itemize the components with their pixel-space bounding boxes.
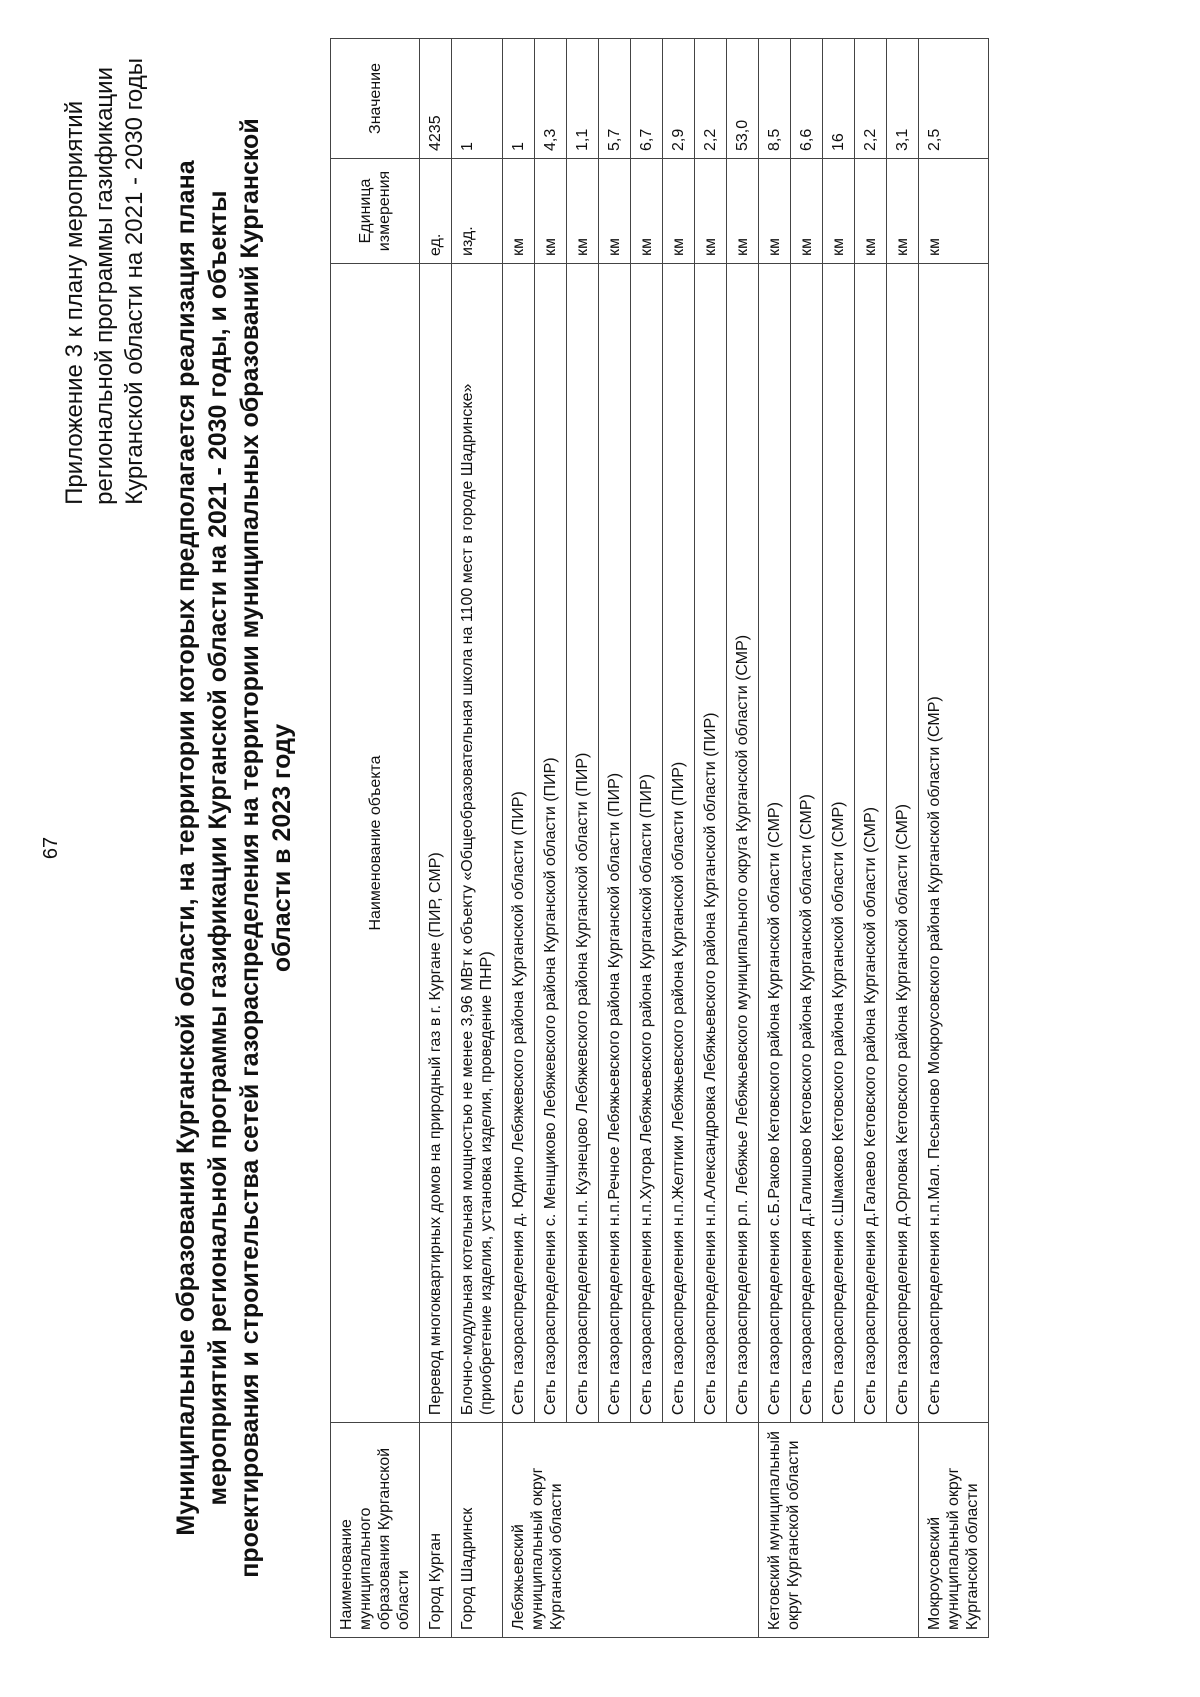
cell-value: 1 [503, 39, 535, 159]
cell-object: Сеть газораспределения н.п. Кузнецово Лебяжевского района Курганской области (ПИР) [567, 263, 599, 1422]
header-unit: Единица измерения [331, 158, 420, 263]
cell-object: Сеть газораспределения р.п. Лебяжье Лебяжьевского муниципального округа Курганской области (СМР) [727, 263, 759, 1422]
header-value: Значение [331, 39, 420, 159]
table-header-row [331, 39, 420, 1638]
cell-municipality: Город Курган [420, 1423, 452, 1638]
cell-object: Сеть газораспределения д.Орловка Кетовского района Курганской области (СМР) [887, 263, 919, 1422]
cell-unit: км [791, 158, 823, 263]
cell-object: Сеть газораспределения н.п.Александровка Лебяжьевского района Курганской области (ПИР) [695, 263, 727, 1422]
table-row [567, 39, 599, 1638]
cell-unit: км [855, 158, 887, 263]
cell-value: 4,3 [535, 39, 567, 159]
cell-unit: км [535, 158, 567, 263]
cell-municipality: Мокроусовский муниципальный округ Курганской области [919, 1423, 989, 1638]
table-row [599, 39, 631, 1638]
cell-unit: ед. [420, 158, 452, 263]
table-row [663, 39, 695, 1638]
page-number: 67 [40, 836, 62, 860]
table-row [535, 39, 567, 1638]
appendix-line: Курганской области на 2021 - 2030 годы [121, 58, 148, 505]
cell-unit: км [887, 158, 919, 263]
cell-unit: изд. [452, 158, 503, 263]
title-line: проектирования и строительства сетей газораспределения на территории муниципальных образований Курганской [236, 118, 264, 1578]
cell-value: 2,5 [919, 39, 989, 159]
cell-value: 6,6 [791, 39, 823, 159]
cell-unit: км [631, 158, 663, 263]
cell-value: 2,2 [855, 39, 887, 159]
cell-municipality: Лебяжьевский муниципальный округ Курганской области [503, 1423, 759, 1638]
cell-unit: км [695, 158, 727, 263]
cell-value: 16 [823, 39, 855, 159]
cell-object: Сеть газораспределения н.п.Речное Лебяжьевского района Курганской области (ПИР) [599, 263, 631, 1422]
table-row [503, 39, 535, 1638]
cell-object: Сеть газораспределения д.Галишово Кетовского района Курганской области (СМР) [791, 263, 823, 1422]
header-municipality: Наименование муниципального образования Курганской области [331, 1423, 420, 1638]
table-row [791, 39, 823, 1638]
table-row [452, 39, 503, 1638]
table-row [695, 39, 727, 1638]
table-row [631, 39, 663, 1638]
table-row [887, 39, 919, 1638]
cell-municipality: Город Шадринск [452, 1423, 503, 1638]
cell-value: 1,1 [567, 39, 599, 159]
cell-value: 3,1 [887, 39, 919, 159]
cell-municipality: Кетовский муниципальный округ Курганской области [759, 1423, 919, 1638]
table-row [759, 39, 791, 1638]
cell-value: 2,9 [663, 39, 695, 159]
cell-value: 2,2 [695, 39, 727, 159]
appendix-note [60, 58, 150, 505]
title-line: области в 2023 году [268, 723, 296, 973]
cell-unit: км [759, 158, 791, 263]
document-title [170, 28, 298, 1668]
cell-object: Сеть газораспределения н.п.Желтики Лебяжьевского района Курганской области (ПИР) [663, 263, 695, 1422]
cell-value: 1 [452, 39, 503, 159]
table-row [855, 39, 887, 1638]
cell-object: Сеть газораспределения д.Галаево Кетовского района Курганской области (СМР) [855, 263, 887, 1422]
cell-object: Сеть газораспределения с.Б.Раково Кетовского района Курганской области (СМР) [759, 263, 791, 1422]
title-line: Муниципальные образования Курганской области, на территории которых предполагается реализация плана [172, 160, 200, 1536]
cell-object: Сеть газораспределения н.п.Мал. Песьяново Мокроусовского района Курганской области (СМР) [919, 263, 989, 1422]
document-page [30, 28, 1170, 1668]
table-row [420, 39, 452, 1638]
cell-unit: км [823, 158, 855, 263]
appendix-line: региональной программы газификации [91, 67, 118, 505]
appendix-line: Приложение 3 к плану мероприятий [61, 100, 88, 505]
header-object: Наименование объекта [331, 263, 420, 1422]
cell-value: 5,7 [599, 39, 631, 159]
cell-unit: км [727, 158, 759, 263]
cell-value: 6,7 [631, 39, 663, 159]
cell-object: Сеть газораспределения с.Шмаково Кетовского района Курганской области (СМР) [823, 263, 855, 1422]
cell-object: Сеть газораспределения с. Менщиково Лебяжевского района Курганской области (ПИР) [535, 263, 567, 1422]
cell-object: Сеть газораспределения н.п.Хутора Лебяжьевского района Курганской области (ПИР) [631, 263, 663, 1422]
table-row [823, 39, 855, 1638]
cell-unit: км [599, 158, 631, 263]
objects-table [330, 38, 989, 1638]
cell-value: 53,0 [727, 39, 759, 159]
cell-value: 8,5 [759, 39, 791, 159]
cell-value: 4235 [420, 39, 452, 159]
title-line: мероприятий региональной программы газификации Курганской области на 2021 - 2030 годы, и объекты [204, 190, 232, 1506]
table-row [919, 39, 989, 1638]
cell-object: Сеть газораспределения д. Юдино Лебяжевского района Курганской области (ПИР) [503, 263, 535, 1422]
table-row [727, 39, 759, 1638]
cell-unit: км [919, 158, 989, 263]
cell-unit: км [567, 158, 599, 263]
cell-unit: км [503, 158, 535, 263]
cell-object: Перевод многоквартирных домов на природный газ в г. Кургане (ПИР, СМР) [420, 263, 452, 1422]
cell-object: Блочно-модульная котельная мощностью не менее 3,96 МВт к объекту «Общеобразовательная школа на 1100 мест в городе Шадринске» (приобретение изделия, установка изделия, проведение ПНР) [452, 263, 503, 1422]
cell-unit: км [663, 158, 695, 263]
